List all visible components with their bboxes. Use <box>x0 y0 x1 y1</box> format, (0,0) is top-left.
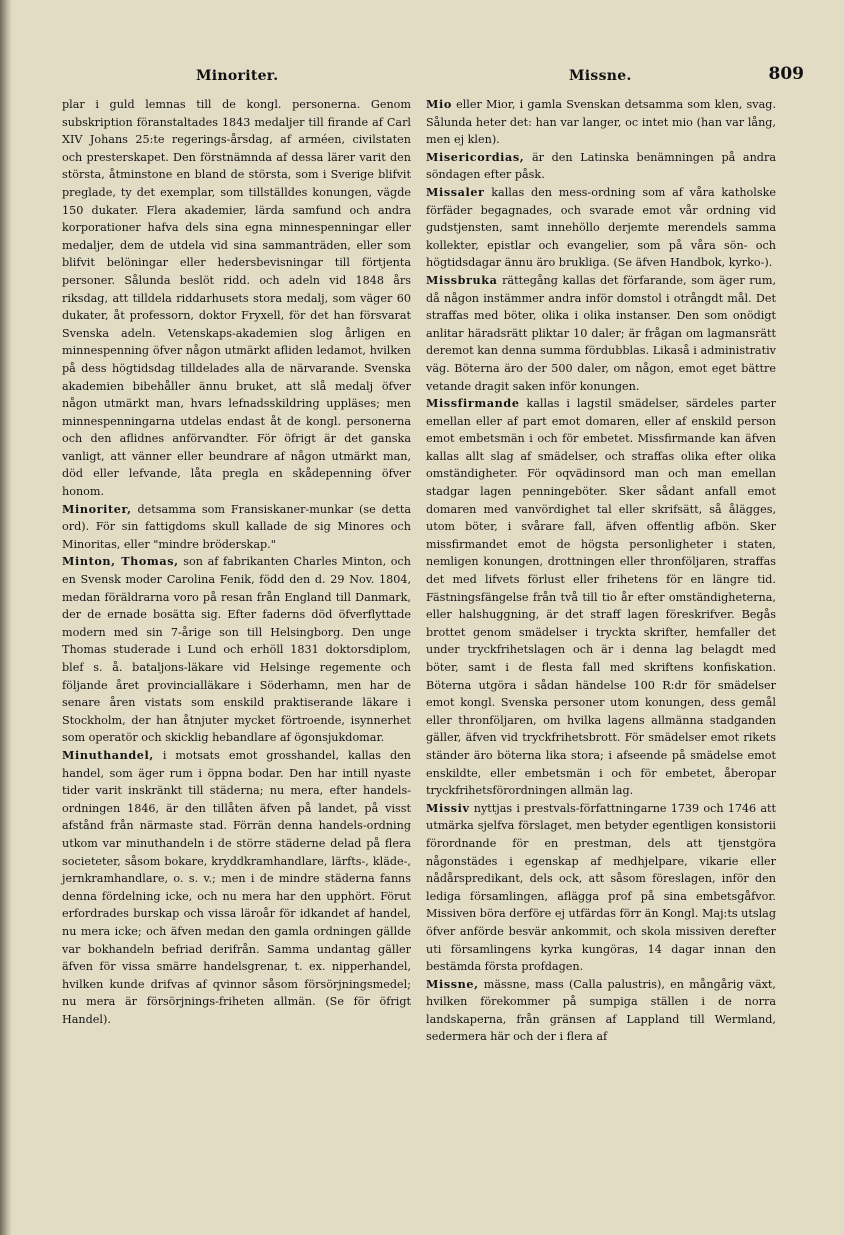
entry-missaler <box>426 184 776 272</box>
headword: Misericordias, <box>426 149 525 164</box>
entry-text: rättegång kallas det förfarande, som äger rum, då någon instämmer andra inför domstol i otrångdt mål. Det straffas med böter, olika i olika instanser. Den som onödigt anlitar häradsrätt pliktar 10 daler; är frågan om lagmansrätt deremot kan denna summa fördubblas. Likaså i administrativ väg. Böterna äro der 500 daler, om någon, emot eget bättre vetande dragit saken inför konungen. <box>426 273 776 393</box>
entry-text: är den Latinska benämningen på andra söndagen efter påsk. <box>426 150 776 182</box>
headword: Missiv <box>426 800 470 815</box>
left-column <box>62 96 411 1028</box>
entry-misericordias <box>426 149 776 184</box>
headword: Missne, <box>426 976 479 991</box>
running-head-left: Minoriter. <box>196 68 279 84</box>
page-number: 809 <box>768 64 804 84</box>
entry-text: nyttjas i prestvals-författningarne 1739 och 1746 att utmärka sjelfva förslaget, men betyder egentligen konsistorii förordnande för en prestman, dels att tjenstgöra någonstädes i egenskap af medhjelpare, vikarie eller nådårspredikant, dels ock, att såsom föreslagen, inför den lediga församlingen, aflägga prof på sina embetsgåfvor. Missiven böra derföre ej utfärdas förr än Kongl. Maj:ts utslag öfver anförde besvär ankommit, och skola missiven derefter uti församlingens kyrka kungöras, 14 dagar innan den bestämda första profdagen. <box>426 801 776 974</box>
entry-minton <box>62 553 411 747</box>
headword: Missbruka <box>426 272 498 287</box>
entry-text: i motsats emot grosshandel, kallas den handel, som äger rum i öppna bodar. Den har intill nyaste tider varit inskränkt till städerna; nu mera, efter handels-ordningen 1846, är den tillåten äfven på landet, på visst afstånd från närmaste stad. Förrän denna handels-ordning utkom var minuthandeln i de större städerne delad på flera societeter, såsom bokare, kryddkramhandlare, lärfts-, kläde-, jernkramhandlare, o. s. v.; men i de mindre städerna fanns denna fördelning icke, och nu mera har den upphört. Förut erfordrades burskap och vissa läroår för idkandet af handel, nu mera icke; och äfven medan den gamla ordningen gällde var bokhandeln befriad derifrån. Samma undantag gäller äfven för vissa smärre handelsgrenar, t. ex. nipperhandel, hvilken kunde drifvas af qvinnor såsom försörjningsmedel; nu mera är försörjnings-friheten allmän. (Se för öfrigt Handel). <box>62 748 411 1026</box>
headword: Minton, Thomas, <box>62 554 179 569</box>
entry-continuation <box>62 96 411 501</box>
headword: Missaler <box>426 184 485 199</box>
entry-missbruka <box>426 272 776 395</box>
entry-text: eller Mior, i gamla Svenskan detsamma som klen, svag. Sålunda heter det: han var langer, oc intet mio (han var lång, men ej klen). <box>426 98 776 147</box>
entry-text: kallas i lagstil smädelser, särdeles parter emellan eller af part emot domaren, eller af enskild person emot embetsmän i och för embetet. Missfirmande kan äfven kallas allt slag af smädelser, och straffas olika efter olika omständigheter. För oqvädinsord man och man emellan stadgar lagen penningeböter. Sker sådant anfall emot domaren med vanvördighet tal eller skrifsätt, så ålägges, utom böter, i svårare fall, äfven offentlig afbön. Sker missfirmandet emot de högsta personligheter i staten, nemligen konungen, drottningen eller thronföljaren, straffas det med lifvets förlust eller frihetens för en längre tid. Fästningsfängelse från två till tio år efter omständigheterna, eller halshuggning, är det straff lagen föreskrifver. Begås brottet genom smädelser i tryckta skrifter, hemfaller det under tryckfrihetslagen och är i denna lag belagdt med böter, samt i de flesta fall med skriftens konfiskation. Böterna utgöra i sådan händelse 100 R:dr för smädelser emot kongl. Svenska personer utom konungen, dess gemål eller thronföljaren, om hvilka lagens allmänna stadganden gäller, äfven vid tryckfrihetsbrott. För smädelser emot rikets ständer äro böterna lika stora; i afseende på smädelse emot enskildte, eller embetsmän i och för embetet, åberopar tryckfrihetsförordningen allmän lag. <box>426 397 776 798</box>
headword: Mio <box>426 97 452 111</box>
entry-missiv <box>426 800 776 976</box>
entry-text: detsamma som Fransiskaner-munkar (se detta ord). För sin fattigdoms skull kallade de sig Minores och Minoritas, eller "mindre bröderskap." <box>62 502 411 551</box>
right-column <box>426 96 776 1046</box>
entry-text: son af fabrikanten Charles Minton, och en Svensk moder Carolina Fenik, född den d. 29 Nov. 1804, medan föräldrarna voro på resan från England till Danmark, der de ernade bosätta sig. Efter faderns död öfverflyttade modern med sin 7-årige son till Helsingborg. Den unge Thomas studerade i Lund och erhöll 1831 doktorsdiplom, blef s. å. bataljons-läkare vid Helsinge regemente och följande året provincialläkare i Söderhamn, men har de senare åren vistats som enskild praktiserande läkare i Stockholm, der han åtnjuter mycket förtroende, isynnerhet som operatör och skicklig hebandlare af ögonsjukdomar. <box>62 555 411 745</box>
entry-minuthandel <box>62 747 411 1029</box>
running-head-right: Missne. <box>569 68 632 84</box>
page-gutter <box>0 0 12 1235</box>
entry-text: plar i guld lemnas till de kongl. personerna. Genom subskription föranstaltades 1843 medaljer till firande af Carl XIV Johans 25:te regerings-årsdag, af arméen, civilstaten och presterskapet. Den förstnämnda af dessa lärer varit den största, åtminstone en bland de största, som i Sverige blifvit preglade, ty det exemplar, som tillställdes konungen, vägde 150 dukater. Flera akademier, lärda samfund och andra korporationer hafva dels sina egna minnespenningar eller medaljer, dem de utdela vid sina sammanträden, eller som blifvit belöningar eller hedersbevisningar till förtjenta personer. Sålunda beslöt ridd. och adeln vid 1848 års riksdag, att tilldela riddarhusets stora medalj, som väger 60 dukater, åt professorn, doktor Fryxell, för det han försvarat Svenska adeln. Vetenskaps-akademien slog årligen en minnespenning öfver någon utmärkt afliden ledamot, hvilken på dess högtidsdag tilldelades alla de närvarande. Svenska akademien bibehåller ännu bruket, att slå medalj öfver någon utmärkt man, hvars lefnadsskildring uppläses; men minnespenningarna utdelas endast åt de kongl. personerna och den aflidnes anförvandter. För öfrigt är det ganska vanligt, att vänner eller beundrare af någon utmärkt man, död eller lefvande, låta pregla en skådepenning öfver honom. <box>62 98 411 499</box>
entry-missne <box>426 976 776 1046</box>
headword: Minuthandel, <box>62 747 154 762</box>
entry-minoriter <box>62 501 411 554</box>
entry-text: kallas den mess-ordning som af våra katholske förfäder begagnades, och svarade emot vår ordning vid gudstjensten, samt innehöllo derjemte merendels samma kollekter, epistlar och evangelier, som på våra sön- och högtidsdagar ännu äro brukliga. (Se äfven Handbok, kyrko-). <box>426 185 776 270</box>
entry-text: mässne, mass (Calla palustris), en mångårig växt, hvilken förekommer på sumpiga ställen i de norra landskaperna, från gränsen af Lappland till Wermland, sedermera här och der i flera af <box>426 977 776 1044</box>
entry-mio <box>426 96 776 149</box>
headword: Minoriter, <box>62 501 132 516</box>
entry-missfirmande <box>426 395 776 800</box>
headword: Missfirmande <box>426 396 520 411</box>
